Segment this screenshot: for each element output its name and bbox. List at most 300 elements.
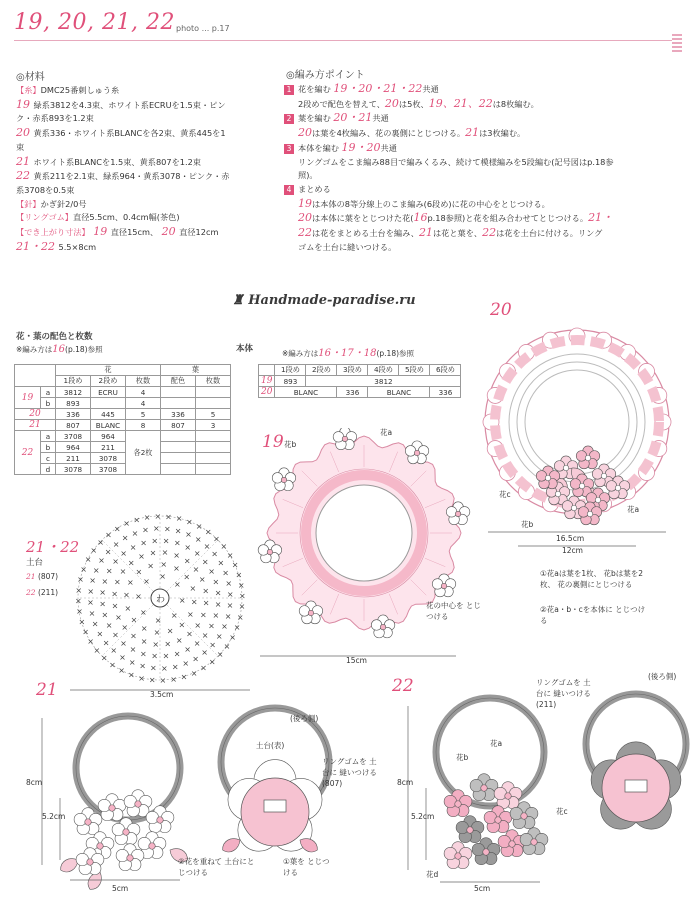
materials-line	[16, 155, 278, 170]
table-cell	[161, 453, 196, 464]
step-number: 3	[284, 144, 294, 154]
table-row	[15, 464, 231, 475]
stitch-mark: ×	[112, 539, 120, 549]
step-nums: 19・20	[341, 140, 381, 154]
stitch-mark: ×	[193, 549, 201, 559]
step-title: 花を編む	[298, 84, 334, 94]
diagram-21-number: 21	[36, 680, 58, 700]
step-line	[284, 211, 684, 226]
table-cell	[161, 442, 196, 453]
materials-num: 20	[158, 225, 180, 239]
stitch-mark: ×	[127, 670, 135, 680]
stitch-mark: ×	[82, 627, 89, 637]
dim-19-width: 15cm	[346, 656, 367, 665]
materials-text: ク・赤系893を1.2束	[16, 113, 94, 124]
stitch-mark: ×	[138, 552, 145, 562]
height-21: 8cm	[26, 778, 43, 787]
stitch-mark: ×	[231, 560, 239, 570]
stitch-mark: ×	[194, 535, 202, 545]
step-line	[284, 126, 684, 141]
stitch-mark: ×	[208, 566, 215, 576]
stitch-mark: ×	[101, 577, 109, 587]
table-cell: 807	[56, 420, 91, 431]
table-cell: 5	[196, 409, 231, 420]
stitch-mark: ×	[138, 673, 145, 683]
materials-line	[16, 184, 278, 198]
stitch-mark: ×	[131, 528, 139, 538]
table-cell: ECRU	[91, 387, 126, 398]
table-cell	[196, 431, 231, 442]
step-inline-num: 20	[298, 126, 312, 140]
stitch-mark: ×	[233, 623, 241, 633]
table-cell	[259, 365, 275, 376]
stitch-mark: ×	[175, 514, 183, 524]
stitch-mark: ×	[201, 557, 209, 567]
materials-num: 19	[16, 97, 34, 111]
table-sub: a	[40, 431, 55, 442]
stitch-mark: ×	[165, 512, 172, 522]
table-row-id: 19	[15, 387, 41, 409]
materials-text: ホワイト系BLANCを1.5束、黄系807を1.2束	[33, 156, 201, 167]
step-inline-num: 22	[298, 226, 312, 240]
flower-motif	[484, 806, 512, 833]
step-heading	[284, 111, 684, 126]
stitch-mark: ×	[178, 620, 186, 630]
body-table-note: ※編み方は16・17・18(p.18)参照	[282, 348, 415, 359]
stitch-mark: ×	[222, 568, 229, 578]
height-22: 8cm	[397, 778, 414, 787]
stitch-mark: ×	[140, 649, 147, 659]
stitch-mark: ×	[113, 577, 121, 587]
stitch-mark: ×	[214, 599, 222, 609]
stitch-mark: ×	[183, 572, 191, 582]
stitch-mark: ×	[162, 536, 170, 546]
stitch-mark: ×	[173, 538, 181, 548]
step-inline-text: p.18参照)と花を組み合わせてとじつける。	[427, 213, 589, 224]
stitch-mark: ×	[110, 646, 118, 656]
materials-tag: 【リングゴム】	[16, 212, 73, 223]
base-face-label-21: 土台(表)	[256, 741, 285, 750]
stitch-mark: ×	[164, 639, 172, 649]
step-inline-text: は本体に葉をとじつけた花(	[312, 213, 414, 224]
inner-height-21: 5.2cm	[42, 812, 66, 821]
stitch-mark: ×	[202, 598, 210, 608]
stitch-mark: ×	[142, 525, 149, 535]
table-cell: 3812	[56, 387, 91, 398]
stitch-mark: ×	[235, 570, 243, 580]
stitch-mark: ×	[96, 629, 104, 639]
stitch-mark: ×	[174, 526, 182, 536]
flower-motif	[456, 816, 484, 843]
stitch-mark: ×	[186, 517, 193, 527]
stitch-mark: ×	[190, 668, 198, 678]
table-header: 2段め	[91, 376, 126, 387]
table-cell: BLANC	[91, 420, 126, 431]
flower-note-21: ②花を重ねて 土台にとじつける	[178, 857, 255, 877]
page-edge-mark	[672, 34, 682, 54]
materials-text: かぎ針2/0号	[40, 198, 87, 209]
stitch-mark: ×	[121, 533, 129, 543]
stitch-mark: ×	[104, 547, 112, 557]
step-inline-text: は花を土台に付ける。リング	[496, 228, 603, 239]
materials-text: 黄系336・ホワイト系BLANCを各2束、黄系445を1	[33, 128, 226, 139]
materials-text: 5.5×8cm	[58, 241, 97, 252]
table-row	[15, 365, 231, 376]
stitch-mark: ×	[120, 549, 127, 559]
table-cell: 3708	[91, 464, 126, 475]
stitch-mark: ×	[112, 630, 119, 640]
stitch-mark: ×	[113, 524, 121, 534]
table-cell: 336	[430, 387, 461, 398]
stitch-mark: ×	[202, 586, 210, 596]
stitch-mark: ×	[166, 626, 174, 636]
materials-text: 黄系211を2.1束、緑系964・黄系3078・ピンク・赤	[33, 171, 230, 182]
step-inline-num: 21	[465, 126, 480, 140]
table-cell: 3812	[306, 376, 461, 387]
step-title: 本体を編む	[298, 142, 342, 153]
stitch-mark: ×	[140, 538, 147, 548]
stitch-mark: ×	[149, 548, 157, 558]
stitch-mark: ×	[204, 527, 212, 537]
stitch-mark: ×	[87, 597, 94, 607]
stitch-mark: ×	[178, 596, 186, 606]
table-row	[15, 398, 231, 409]
step-inline-num: 20	[298, 211, 312, 225]
stitch-mark: ×	[186, 610, 194, 620]
label-20-flower-b: 花b	[521, 520, 534, 529]
stitch-mark: ×	[153, 627, 161, 637]
step-suffix: 共通	[380, 142, 397, 153]
label-20-flower-a: 花a	[627, 505, 640, 514]
materials-num: 21・22	[16, 239, 59, 253]
stitch-mark: ×	[220, 542, 228, 552]
stitch-mark: ×	[101, 610, 109, 620]
stitch-mark: ×	[224, 611, 232, 621]
stitch-mark: ×	[143, 513, 151, 523]
stitch-mark: ×	[140, 623, 148, 633]
base-color-21: 21 (807)	[26, 572, 59, 581]
stitch-mark: ×	[160, 560, 168, 570]
table-row-id: 22	[15, 431, 41, 475]
flower-table-note: ※編み方は16(p.18)参照	[16, 344, 103, 355]
base-color-22: 22 (211)	[26, 588, 59, 597]
flower-motif	[124, 790, 152, 817]
step-line	[284, 156, 684, 170]
materials-text: 直径12cm	[179, 227, 219, 238]
stitch-mark: ×	[148, 675, 156, 685]
step-inline-text: は3枚編む。	[479, 128, 526, 139]
stitch-mark: ×	[90, 546, 98, 556]
table-header: 枚数	[126, 376, 161, 387]
table-group-flower: 花	[56, 365, 161, 376]
stitch-mark: ×	[120, 638, 127, 648]
step-line	[284, 241, 684, 255]
materials-line	[16, 141, 278, 155]
stitch-mark: ×	[143, 576, 150, 586]
table-header: 4段め	[368, 365, 399, 376]
stitch-mark: ×	[160, 663, 168, 673]
table-row	[15, 420, 231, 431]
stitch-mark: ×	[208, 621, 215, 631]
stitch-mark: ×	[237, 580, 245, 590]
stitch-mark: ×	[97, 537, 104, 547]
stitch-mark: ×	[184, 645, 191, 655]
stitch-mark: ×	[173, 550, 180, 560]
stitch-mark: ×	[213, 534, 220, 544]
step-inline-num: 20	[384, 96, 399, 110]
step-inline-num: 21	[418, 226, 433, 240]
table-header: 配色	[161, 376, 196, 387]
stitch-mark: ×	[192, 564, 200, 574]
table-row	[15, 431, 231, 442]
width-21: 5cm	[112, 884, 129, 893]
flower-motif	[146, 806, 174, 833]
stitch-mark: ×	[153, 524, 160, 534]
step-inline-text: は葉を4枚編み、花の裏側にとじつける。	[312, 128, 466, 139]
table-header: 枚数	[196, 376, 231, 387]
step-inline-text: は花と葉を、	[432, 228, 483, 239]
stitch-mark: ×	[238, 602, 246, 612]
flower-motif	[494, 782, 522, 809]
table-cell	[196, 387, 231, 398]
stitch-mark: ×	[162, 651, 170, 661]
diagram-20	[478, 318, 678, 563]
stitch-mark: ×	[118, 666, 125, 676]
step-heading	[284, 82, 684, 97]
stitch-mark: ×	[154, 512, 162, 522]
stitch-mark: ×	[182, 659, 190, 669]
stitch-mark: ×	[121, 623, 129, 633]
width-22: 5cm	[474, 884, 491, 893]
stitch-mark: ×	[135, 567, 143, 577]
stitch-mark: ×	[175, 635, 183, 645]
watermark: ♜ Handmade-paradise.ru	[232, 293, 416, 308]
table-cell: 336	[161, 409, 196, 420]
stitch-mark: ×	[98, 556, 105, 566]
stitch-mark: ×	[105, 566, 113, 576]
header-rule	[14, 40, 676, 41]
stitch-mark: ×	[185, 529, 192, 539]
materials-text: DMC25番刺しゅう糸	[40, 85, 120, 95]
flower-motif	[520, 828, 548, 855]
watermark-icon: ♜	[232, 293, 249, 308]
step-inline-num: 16	[413, 211, 428, 225]
table-row	[15, 387, 231, 398]
table-header: 3段め	[337, 365, 368, 376]
table-header: 2段め	[306, 365, 337, 376]
step-number: 1	[284, 85, 294, 95]
page-title: 19, 20, 21, 22	[14, 10, 175, 35]
stitch-mark: ×	[127, 558, 135, 568]
base-title: 土台	[26, 558, 44, 568]
stitch-mark: ×	[115, 612, 122, 622]
materials-line	[16, 169, 278, 184]
table-cell: 3078	[56, 464, 91, 475]
materials-num: 20	[16, 126, 34, 140]
stitch-mark: ×	[190, 597, 198, 607]
stitch-mark: ×	[209, 640, 216, 650]
stitch-mark: ×	[151, 536, 159, 546]
table-cell: 964	[91, 431, 126, 442]
table-cell: 445	[91, 409, 126, 420]
body-table	[258, 364, 461, 398]
stitch-mark: ×	[193, 638, 201, 648]
stitch-mark: ×	[236, 612, 244, 622]
materials-heading: ◎材料	[16, 72, 45, 83]
table-cell	[161, 387, 196, 398]
table-row-id: 20	[15, 409, 56, 420]
stitch-mark: ×	[203, 541, 211, 551]
stitch-mark: ×	[221, 622, 228, 632]
stitch-mark: ×	[75, 585, 83, 595]
stitch-mark: ×	[147, 561, 154, 571]
stitch-mark: ×	[200, 663, 207, 673]
stitch-mark: ×	[195, 521, 203, 531]
step-nums: 20・21	[333, 111, 373, 125]
materials-num: 19	[89, 225, 111, 239]
stitch-mark: ×	[77, 575, 84, 585]
flower-table-heading: 花・葉の配色と枚数	[16, 332, 93, 342]
step-line	[284, 197, 684, 212]
stitch-mark: ×	[226, 590, 234, 600]
stitch-mark: ×	[159, 675, 167, 685]
note-19: 花の中心を とじつける	[426, 601, 481, 621]
label-20-flower-c: 花c	[499, 490, 511, 499]
note-20-1: ①花aは葉を1枚、 花bは葉を2枚、 花の裏側にとじつける	[540, 569, 644, 589]
stitch-mark: ×	[212, 610, 220, 620]
stitch-mark: ×	[80, 564, 88, 574]
table-row	[15, 453, 231, 464]
table-row	[259, 376, 461, 387]
stitch-mark: ×	[171, 662, 179, 672]
stitch-mark: ×	[192, 654, 199, 664]
table-sub: d	[40, 464, 55, 475]
flower-motif	[444, 790, 472, 817]
stitch-mark: ×	[93, 645, 101, 655]
diagram-20-number: 20	[490, 300, 512, 320]
stitch-mark: ×	[173, 564, 180, 574]
stitch-mark: ×	[223, 641, 231, 651]
back-label-22: (後ろ側)	[648, 672, 677, 681]
stitch-mark: ×	[154, 615, 162, 625]
stitch-mark: ×	[208, 657, 216, 667]
flower-motif	[333, 428, 357, 450]
table-cell: BLANC	[275, 387, 337, 398]
body-table-heading: 本体	[236, 344, 254, 354]
stitch-mark: ×	[127, 577, 134, 587]
stitch-mark: ×	[139, 607, 147, 617]
stitch-mark: ×	[198, 575, 206, 585]
stitch-mark: ×	[129, 645, 137, 655]
stitch-mark: ×	[100, 653, 108, 663]
flower-motif	[470, 774, 498, 801]
stitch-mark: ×	[211, 549, 218, 559]
step-inline-text: は8枚編む。	[492, 98, 539, 109]
stitch-mark: ×	[201, 630, 209, 640]
stitch-mark: ×	[123, 519, 130, 529]
dim-base-width: 3.5cm	[150, 690, 174, 699]
table-sub: b	[40, 442, 55, 453]
diagram-22	[400, 684, 690, 897]
table-cell	[196, 398, 231, 409]
materials-line	[16, 98, 278, 113]
flower-motif	[98, 794, 126, 821]
stitch-mark: ×	[194, 620, 202, 630]
table-sub: c	[40, 453, 55, 464]
step-inline-text: リングゴムをこま編み88目で編みくるみ、続けて模様編みを5段編む(記号図はp.18参	[298, 156, 614, 167]
table-cell: 807	[161, 420, 196, 431]
table-cell	[15, 365, 56, 387]
stitch-mark: ×	[130, 631, 137, 641]
stitch-mark: ×	[139, 661, 146, 671]
dim-20-outer: 16.5cm	[556, 534, 585, 543]
step-title: まとめる	[298, 183, 331, 194]
table-cell: 各2枚	[126, 431, 161, 475]
table-cell: BLANC	[368, 387, 430, 398]
stitch-mark: ×	[130, 615, 138, 625]
stitch-mark: ×	[225, 579, 233, 589]
table-cell	[196, 464, 231, 475]
stitch-mark: ×	[226, 550, 234, 560]
stitch-mark: ×	[105, 530, 112, 540]
step-inline-text: 照)。	[298, 170, 318, 181]
materials-text: 直径5.5cm、0.4cm幅(茶色)	[73, 212, 180, 223]
stitch-mark: ×	[200, 610, 207, 620]
stitch-mark: ×	[238, 591, 246, 601]
step-inline-text: 2段めで配色を替えて、	[298, 98, 385, 109]
table-cell: 8	[126, 420, 161, 431]
ring-note-22: リングゴムを 土台に 縫いつける (211)	[536, 678, 591, 709]
stitch-mark: ×	[186, 629, 193, 639]
points-list	[284, 82, 684, 254]
materials-line	[16, 211, 278, 225]
table-cell	[161, 398, 196, 409]
table-cell: 3078	[91, 453, 126, 464]
materials-list	[16, 84, 278, 254]
table-cell: 5	[126, 409, 161, 420]
label-19-flower-b: 花b	[284, 440, 297, 449]
step-suffix: 共通	[422, 84, 439, 94]
stitch-mark: ×	[111, 601, 119, 611]
inner-height-22: 5.2cm	[411, 812, 435, 821]
table-header: 1段め	[56, 376, 91, 387]
step-line	[284, 226, 684, 241]
table-header: 1段め	[275, 365, 306, 376]
materials-text: 束	[16, 141, 25, 152]
step-number: 2	[284, 114, 294, 124]
stitch-mark: ×	[173, 649, 181, 659]
flower-motif	[576, 446, 600, 469]
step-inline-num: 22	[482, 226, 497, 240]
stitch-mark: ×	[150, 663, 157, 673]
table-cell: 4	[126, 387, 161, 398]
table-sub: a	[40, 387, 55, 398]
stitch-mark: ×	[119, 567, 127, 577]
step-inline-text: ゴムを土台に縫いつける。	[298, 241, 397, 252]
step-inline-text: は本体の8等分線上のこま編み(6段め)に花の中心をとじつける。	[312, 198, 550, 209]
stitch-mark: ×	[135, 591, 142, 601]
table-cell: 4	[126, 398, 161, 409]
diagram-19-number: 19	[262, 432, 284, 452]
stitch-mark: ×	[88, 608, 96, 618]
stitch-mark: ×	[87, 587, 95, 597]
table-cell: 893	[275, 376, 306, 387]
materials-line	[16, 126, 278, 141]
stitch-mark: ×	[78, 617, 86, 627]
back-label-21: (後ろ側)	[290, 714, 319, 723]
stitch-mark: ×	[170, 674, 177, 684]
stitch-mark: ×	[123, 590, 130, 600]
